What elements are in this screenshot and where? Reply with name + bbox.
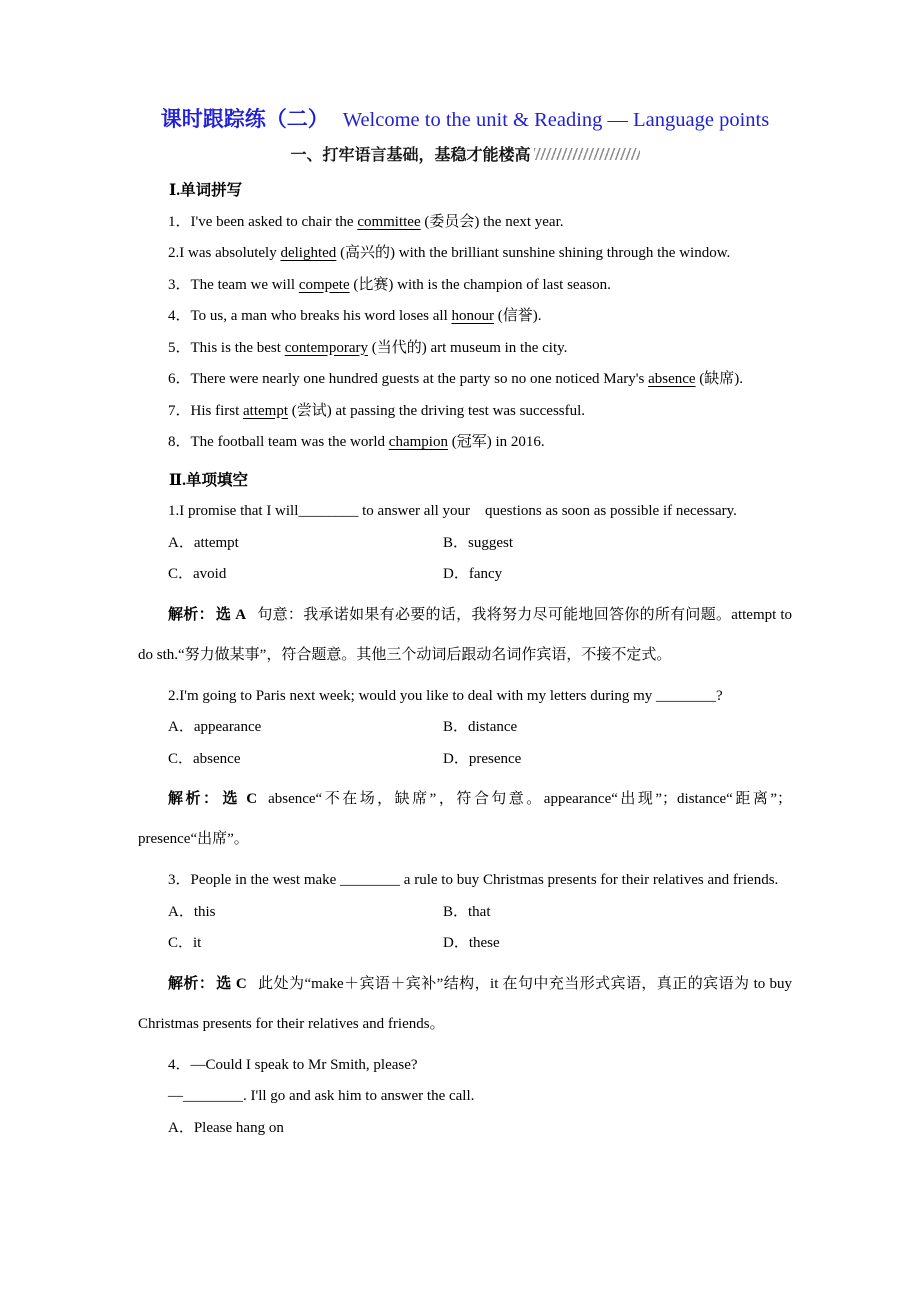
item-number: 7． [168,402,191,419]
option-label: B． [443,534,469,551]
word-item: 3．The team we will compete (比赛) with is the champion of last season. [168,276,611,293]
underlined-word: delighted [280,245,337,261]
option-text: attempt [193,534,239,551]
option-d [443,928,792,960]
option-label: A． [168,719,194,735]
option-text: fancy [468,566,503,582]
word-item: 5．This is the best contemporary (当代的) art museum in the city. [168,339,568,356]
analysis-body: absence“不在场，缺席”，符合句意。appearance“出现”；distance“距离”；presence“出席”。 [138,791,792,847]
option-text: absence [193,750,241,767]
question-stem-line1: 4．—Could I speak to Mr Smith, please? [168,1056,418,1073]
section-banner [138,143,792,169]
option-label: C． [168,750,194,767]
page-title [138,104,792,135]
option-d [443,559,792,591]
question-stem-line2: —________. I'll go and ask him to answer the call. [168,1088,475,1104]
option-row [138,712,792,744]
option-text: Please hang on [193,1119,284,1136]
option-text: that [468,903,491,920]
option-a [168,712,443,744]
underlined-word: committee [357,213,421,230]
option-a [168,897,443,929]
analysis-tag: 解析： [168,791,221,807]
option-a [168,1113,443,1145]
option-text: this [193,903,216,920]
option-c [168,928,443,960]
underlined-word: attempt [243,402,289,419]
item-number: 1． [168,213,191,230]
option-text: presence [468,750,522,767]
option-row [138,1113,792,1145]
page-title-chinese: 课时跟踪练（二） [160,107,329,131]
option-a [168,528,443,560]
section-heading-word-spelling: Ⅰ.单词拼写 [169,182,243,199]
analysis-tag: 解析： [168,606,214,623]
option-label: A． [168,534,194,551]
option-label: C． [168,566,194,582]
option-d [443,744,792,776]
word-item: 2.I was absolutely delighted (高兴的) with the brilliant sunshine shining through the window. [168,245,731,261]
option-text: these [468,935,500,951]
underlined-word: honour [451,308,495,324]
item-number: 3． [168,276,191,293]
item-number: 6． [168,371,191,387]
question-stem: 3．People in the west make ________ a rule to buy Christmas presents for their relatives and friends. [168,872,779,888]
analysis-tag: 解析： [168,975,215,992]
option-c [168,744,443,776]
option-label: D． [443,566,469,582]
banner-text: 一、打牢语言基础，基稳才能楼高 [290,147,531,164]
word-item: 8．The football team was the world champion (冠军) in 2016. [168,434,545,450]
analysis-body: 句意：我承诺如果有必要的话，我将努力尽可能地回答你的所有问题。attempt to do sth.“努力做某事”，符合题意。其他三个动词后跟动名词作宾语，不接不定式。 [138,606,792,663]
word-item: 7．His first attempt (尝试) at passing the driving test was successful. [168,402,586,419]
option-row [138,897,792,929]
answer-analysis [138,595,792,675]
option-label: D． [443,935,469,951]
option-row [138,928,792,960]
word-item: 6．There were nearly one hundred guests at the party so no one noticed Mary's absence (缺席). [168,371,744,387]
underlined-word: absence [648,371,696,387]
question-stem: 2.I'm going to Paris next week; would you like to deal with my letters during my ________? [168,687,723,704]
option-label: B． [443,719,469,735]
item-number: 5． [168,339,191,356]
question-stem: 1.I promise that I will________ to answer all your questions as soon as possible if necessary. [168,503,737,519]
analysis-answer: 选 A [215,606,247,623]
option-text: appearance [193,719,262,735]
analysis-answer: 选 C [222,791,258,807]
underlined-word: compete [298,276,350,293]
item-number: 4． [168,308,191,324]
word-item: 1．I've been asked to chair the committee (委员会) the next year. [168,213,564,230]
option-c [168,559,443,591]
section-heading-multiple-choice: Ⅱ.单项填空 [169,471,248,489]
option-label: D． [443,750,469,767]
option-text: distance [468,719,518,735]
item-number: 8． [168,434,191,450]
hatch-decoration [534,148,640,160]
option-row [138,744,792,776]
answer-analysis [138,779,792,859]
option-label: C． [168,935,194,951]
option-label: A． [168,1119,194,1136]
option-b [443,897,792,929]
option-row [138,559,792,591]
option-label: A． [168,903,194,920]
page-title-english: Welcome to the unit & Reading — Language points [342,109,770,131]
option-b [443,712,792,744]
option-row [138,528,792,560]
analysis-answer: 选 C [216,975,247,992]
option-text: it [193,935,202,951]
option-text: suggest [468,534,514,551]
option-label: B． [443,903,469,920]
item-number: 2. [168,245,180,261]
word-item: 4．To us, a man who breaks his word loses all honour (信誉). [168,308,542,324]
underlined-word: contemporary [284,339,368,356]
underlined-word: champion [388,434,448,450]
analysis-body: 此处为“make＋宾语＋宾补”结构，it 在句中充当形式宾语，真正的宾语为 to buy Christmas presents for their relatives and friends。 [138,975,792,1032]
option-b [443,528,792,560]
answer-analysis [138,964,792,1044]
option-text: avoid [193,566,227,582]
